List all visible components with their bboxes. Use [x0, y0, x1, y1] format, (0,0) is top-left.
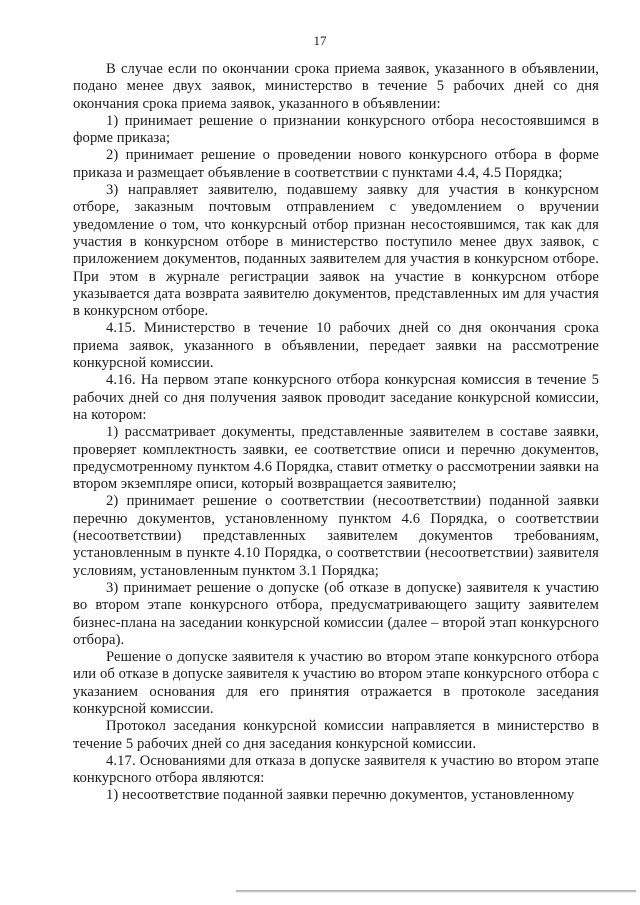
paragraph-clause-4-16-item-3: 3) принимает решение о допуске (об отказе в допуске) заявителя к участию во втором этапе конкурсного отбора, предусматривающего защиту заявителем бизнес-плана на заседании конкурсной комиссии (далее – второй этап конкурсного отбора).	[73, 579, 599, 648]
paragraph-clause-4-15: 4.15. Министерство в течение 10 рабочих дней со дня окончания срока приема заявок, указанного в объявлении, передает заявки на рассмотрение конкурсной комиссии.	[73, 320, 599, 372]
page-number: 17	[313, 33, 327, 48]
paragraph-clause-4-16: 4.16. На первом этапе конкурсного отбора конкурсная комиссия в течение 5 рабочих дней со дня получения заявок проводит заседание конкурсной комиссии, на котором:	[73, 372, 599, 423]
paragraph-intro-fewer-than-two-applications: В случае если по окончании срока приема заявок, указанного в объявлении, подано менее двух заявок, министерство в течение 5 рабочих дней со дня окончания срока приема заявок, указанного в объявлении:	[73, 61, 599, 112]
paragraph-protocol-sent: Протокол заседания конкурсной комиссии направляется в министерство в течение 5 рабочих дней со дня заседания конкурсной комиссии.	[73, 718, 599, 752]
document-body	[73, 61, 599, 805]
paragraph-item-3-notify-applicant: 3) направляет заявителю, подавшему заявку для участия в конкурсном отборе, заказным почтовым отправлением с уведомлением о вручении уведомление о том, что конкурсный отбор признан несостоявшимся, так как для участия в конкурсном отборе в министерство поступило менее двух заявок, с приложением документов, поданных заявителем для участия в конкурсном отборе. При этом в журнале регистрации заявок на участие в конкурсном отборе указывается дата возврата заявителю документов, представленных им для участия в конкурсном отборе.	[73, 182, 599, 320]
paragraph-admission-decision: Решение о допуске заявителя к участию во втором этапе конкурсного отбора или об отказе в допуске заявителя к участию во втором этапе конкурсного отбора с указанием основания для его принятия отражается в протоколе заседания конкурсной комиссии.	[73, 649, 599, 717]
paragraph-clause-4-17: 4.17. Основаниями для отказа в допуске заявителя к участию во втором этапе конкурсного отбора являются:	[73, 752, 599, 787]
paragraph-item-2-new-selection: 2) принимает решение о проведении нового конкурсного отбора в форме приказа и размещает объявление в соответствии с пунктами 4.4, 4.5 Порядка;	[73, 147, 599, 181]
scan-edge-line	[236, 890, 636, 893]
paragraph-clause-4-16-item-2: 2) принимает решение о соответствии (несоответствии) поданной заявки перечню документов, установленному пунктом 4.6 Порядка, о соответствии (несоответствии) представленных заявителем документов требованиям, установленным в пункте 4.10 Порядка, о соответствии (несоответствии) заявителя условиям, установленным пунктом 3.1 Порядка;	[73, 493, 599, 579]
paragraph-clause-4-17-item-1: 1) несоответствие поданной заявки перечню документов, установленному	[106, 787, 575, 804]
paragraph-item-1-failed-selection: 1) принимает решение о признании конкурсного отбора несостоявшимся в форме приказа;	[73, 112, 599, 147]
paragraph-clause-4-16-item-1: 1) рассматривает документы, представленные заявителем в составе заявки, проверяет комплектность заявки, ее соответствие описи и перечню документов, предусмотренному пунктом 4.6 Порядка, ставит отметку о рассмотрении заявки на втором экземпляре описи, который возвращается заявителю;	[73, 424, 599, 493]
